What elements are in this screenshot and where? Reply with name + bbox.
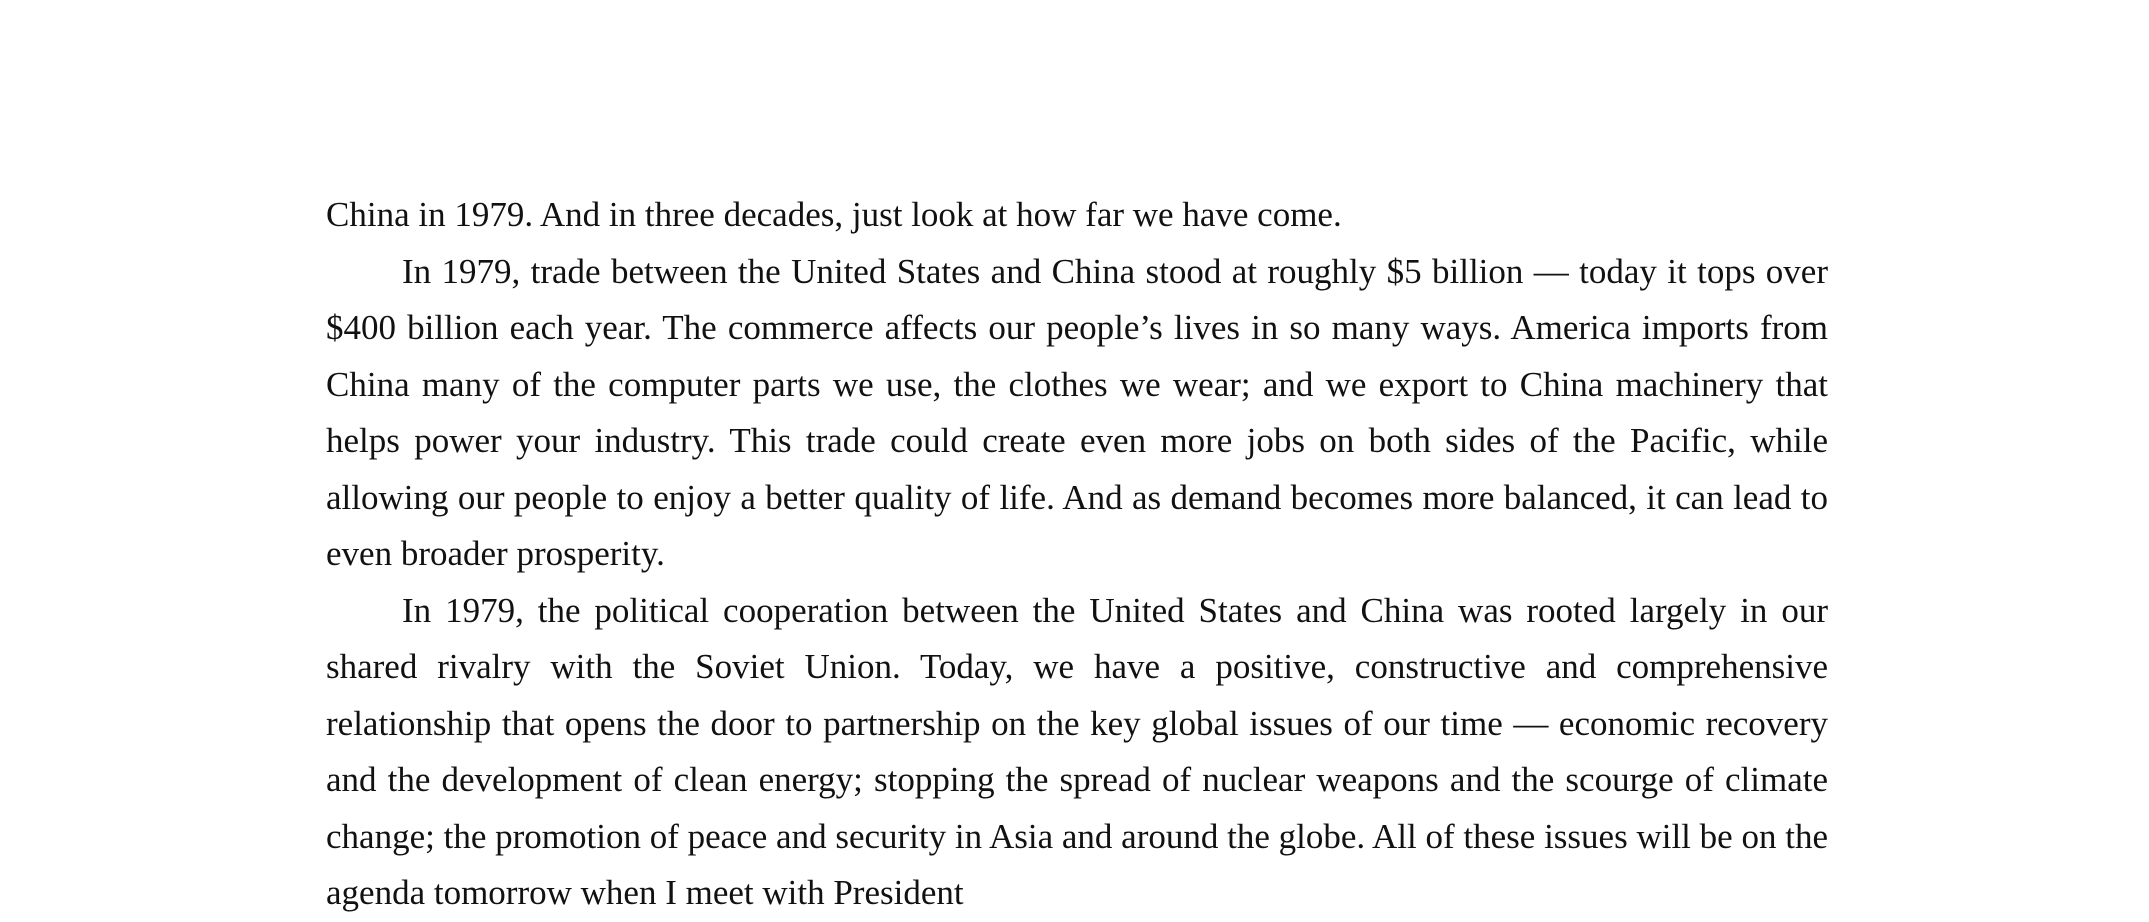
body-text (326, 187, 1828, 922)
paragraph-trade: In 1979, trade between the United States and China stood at roughly $5 billion — today it tops over $400 billion each year. The commerce affects our people’s lives in so many ways. America imports from China many of the computer parts we use, the clothes we wear; and we export to China machinery that helps power your industry. This trade could create even more jobs on both sides of the Pacific, while allowing our people to enjoy a better quality of life. And as demand becomes more balanced, it can lead to even broader prosperity. (326, 251, 1828, 573)
paragraph-continuation: China in 1979. And in three decades, just look at how far we have come. (326, 195, 1342, 234)
paragraph-political-cooperation: In 1979, the political cooperation between the United States and China was rooted largely in our shared rivalry with the Soviet Union. Today, we have a positive, constructive and comprehensive relationship that opens the door to partnership on the key global issues of our time — economic recovery and the development of clean energy; stopping the spread of nuclear weapons and the scourge of climate change; the promotion of peace and security in Asia and around the globe. All of these issues will be on the agenda tomorrow when I meet with President (326, 590, 1828, 912)
